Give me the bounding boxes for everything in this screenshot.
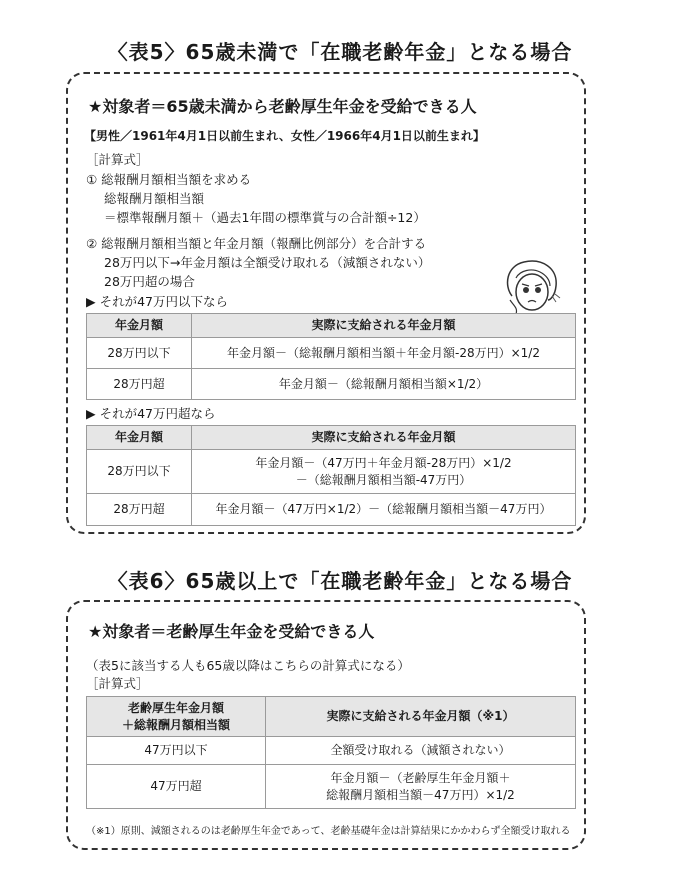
table-header-cell: 実際に支給される年金月額 — [192, 426, 576, 450]
table6-target: ★対象者＝老齢厚生年金を受給できる人 — [88, 622, 375, 641]
cell-line: 年金月額－（47万円＋年金月額-28万円）×1/2 — [255, 456, 512, 471]
table-6 — [86, 696, 576, 809]
table-cell: 28万円超 — [87, 494, 192, 526]
cell-line: 老齢厚生年金月額 — [127, 701, 224, 716]
table5-title: 〈表5〉65歳未満で「在職老齢年金」となる場合 — [107, 40, 573, 64]
table-cell: 47万円以下 — [87, 737, 266, 765]
cell-line: －（総報酬月額相当額-47万円） — [295, 472, 472, 487]
table-cell: 年金月額－（47万円×1/2）－（総報酬月額相当額－47万円） — [192, 494, 576, 526]
calc-label: ［計算式］ — [86, 152, 149, 167]
case-b-label: ▶ それが47万円超なら — [86, 406, 216, 421]
step2-title: ② 総報酬月額相当額と年金月額（報酬比例部分）を合計する — [86, 236, 427, 251]
table-row — [87, 450, 576, 494]
table-header-cell: 年金月額 — [87, 314, 192, 338]
footnote: （※1）原則、減額されるのは老齢厚生年金であって、老齢基礎年金は計算結果にかかわらず全額受け取れる — [86, 826, 571, 837]
table-row — [87, 338, 576, 369]
step1-line2: 総報酬月額相当額 — [104, 191, 205, 206]
table-cell: 28万円超 — [87, 369, 192, 400]
table6-calc-label: ［計算式］ — [86, 676, 149, 691]
table-row — [87, 494, 576, 526]
birth-condition: 【男性／1961年4月1日以前生まれ、女性／1966年4月1日以前生まれ】 — [84, 129, 485, 143]
table-cell — [266, 765, 576, 809]
table-cell: 28万円以下 — [87, 450, 192, 494]
table-cell: 年金月額－（総報酬月額相当額×1/2） — [192, 369, 576, 400]
cell-line: ＋総報酬月額相当額 — [121, 717, 230, 732]
step2-line3: 28万円超の場合 — [104, 274, 195, 289]
cell-line: 総報酬月額相当額－47万円）×1/2 — [326, 787, 515, 802]
table-row — [87, 737, 576, 765]
table-row — [87, 314, 576, 338]
table-cell: 年金月額－（総報酬月額相当額＋年金月額-28万円）×1/2 — [192, 338, 576, 369]
table-header-cell — [87, 697, 266, 737]
step1-line3: ＝標準報酬月額＋（過去1年間の標準賞与の合計額÷12） — [104, 210, 426, 225]
table-row — [87, 426, 576, 450]
table-header-cell: 実際に支給される年金月額（※1） — [266, 697, 576, 737]
table-header-cell: 実際に支給される年金月額 — [192, 314, 576, 338]
table-row — [87, 765, 576, 809]
table-header-cell: 年金月額 — [87, 426, 192, 450]
table-cell: 28万円以下 — [87, 338, 192, 369]
table-cell — [192, 450, 576, 494]
table6-note: （表5に該当する人も65歳以降はこちらの計算式になる） — [86, 658, 410, 673]
table-cell: 全額受け取れる（減額されない） — [266, 737, 576, 765]
table-a — [86, 313, 576, 400]
step1-title: ① 総報酬月額相当額を求める — [86, 172, 252, 187]
table6-title: 〈表6〉65歳以上で「在職老齢年金」となる場合 — [107, 569, 573, 593]
table5-target: ★対象者＝65歳未満から老齢厚生年金を受給できる人 — [88, 97, 477, 116]
case-a-label: ▶ それが47万円以下なら — [86, 294, 228, 309]
cell-line: 年金月額－（老齢厚生年金月額＋ — [330, 771, 511, 786]
table-b — [86, 425, 576, 526]
table-row — [87, 369, 576, 400]
table-cell: 47万円超 — [87, 765, 266, 809]
step2-line2: 28万円以下→年金月額は全額受け取れる（減額されない） — [104, 255, 431, 270]
table-row — [87, 697, 576, 737]
worried-woman-icon — [498, 256, 568, 318]
